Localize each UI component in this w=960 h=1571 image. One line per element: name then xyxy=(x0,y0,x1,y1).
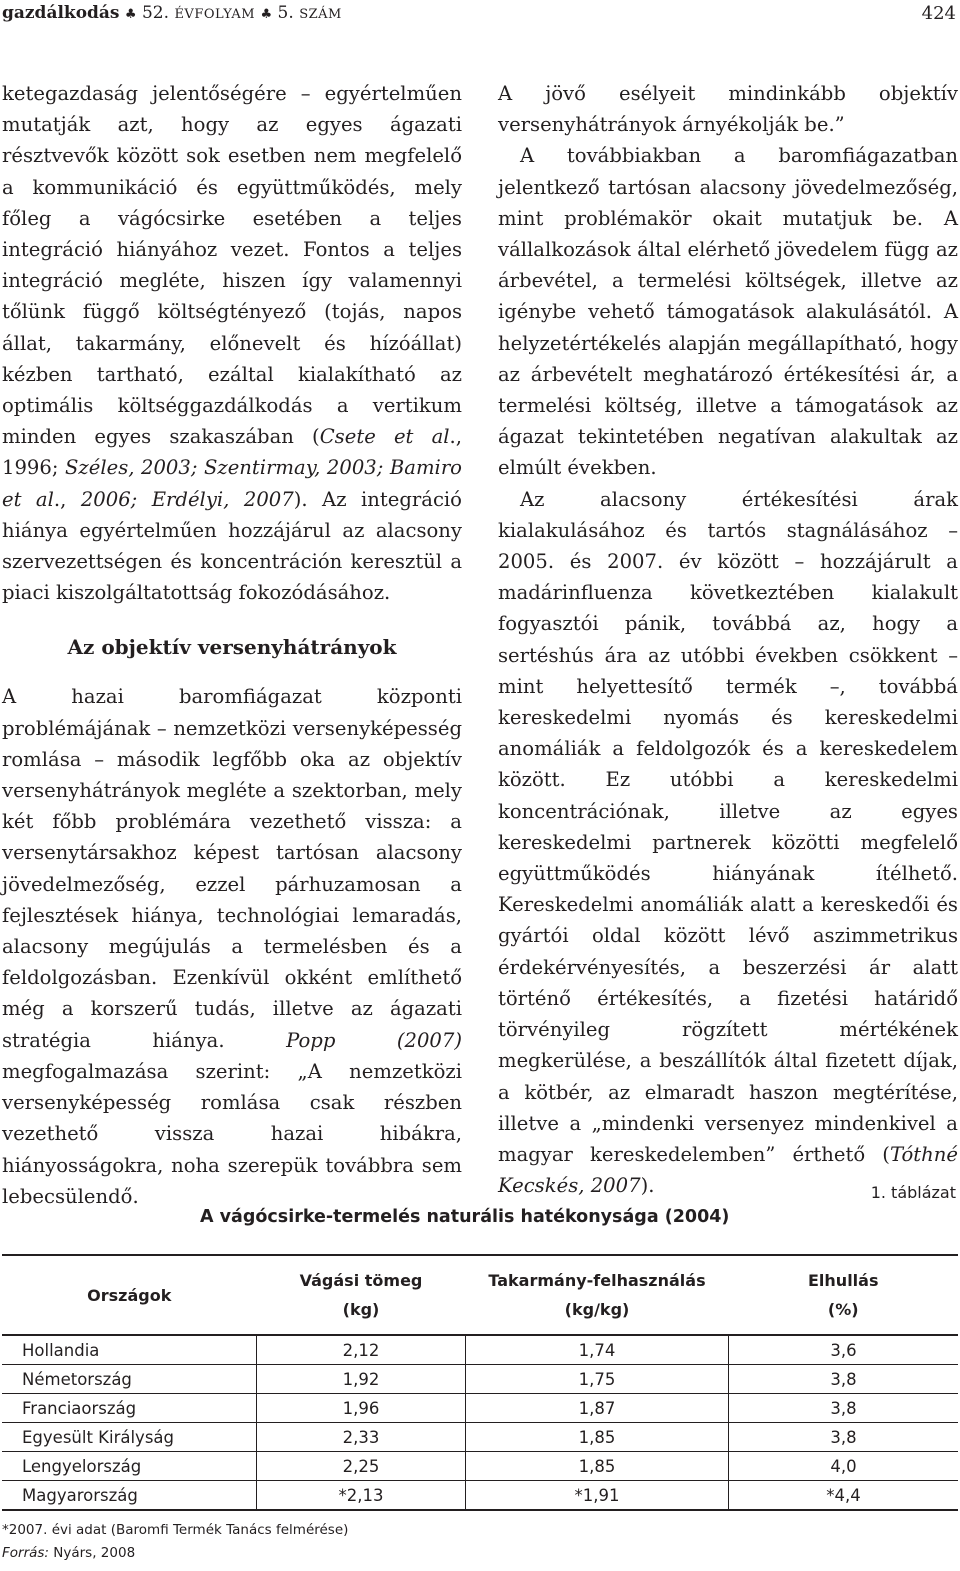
table-cell: *1,91 xyxy=(466,1481,729,1511)
paragraph-text: megfogalmazása szerint: „A nemzetközi versenyképesség romlása csak részben vezethető vissza hazai hibákra, hiányosságokra, noha szerepük továbbra sem lebecsülendő. xyxy=(2,1059,462,1208)
table-cell: 3,8 xyxy=(729,1365,959,1394)
table-row xyxy=(2,1335,958,1365)
paragraph: A továbbiakban a baromfiágazatban jelentkező tartósan alacsony jövedelmezőség, mint problémakör okait mutatjuk be. A vállalkozások által elérhető jövedelem függ az árbevétel, a termelési költségek, illetve az igénybe vehető támogatások alakulásától. A helyzetértékelés alapján megállapítható, hogy az árbevételt meghatározó értékesítési ár, a termelési költség, illetve a támogatások az ágazat tekintetében negatívan alakultak az elmúlt években. xyxy=(498,144,958,480)
column-header: Takarmány-felhasználás (kg/kg) xyxy=(466,1255,729,1335)
paragraph-text: ketegazdaság jelentőségére – egyértelműen mutatják azt, hogy az egyes ágazati résztvevők között sok esetben nem megfelelő a kommunikáció és együttműködés, mely főleg a vágócsirke esetében a teljes integráció hiányához vezet. Fontos a teljes integráció megléte, hiszen így valamennyi tőlünk függő költségtényező (tojás, napos állat, takarmány, előnevelt és hízóállat) kézben tartható, ezáltal kialakítható az optimális költséggazdálkodás a vertikum minden egyes szakaszában ( xyxy=(2,82,462,449)
citation: 2006; Erdélyi, 2007 xyxy=(80,487,294,511)
left-column xyxy=(2,78,462,1212)
table-cell: *4,4 xyxy=(729,1481,959,1511)
table-row xyxy=(2,1452,958,1481)
volume-label: ÉVFOLYAM xyxy=(174,7,256,22)
section-heading: Az objektív versenyhátrányok xyxy=(67,635,397,660)
page-number: 424 xyxy=(921,3,956,24)
data-table xyxy=(2,1254,958,1511)
table-cell: 3,8 xyxy=(729,1394,959,1423)
paragraph: A jövő esélyeit mindinkább objektív versenyhátrányok árnyékolják be.” xyxy=(498,82,958,137)
table-cell: 2,25 xyxy=(257,1452,466,1481)
table-cell: Hollandia xyxy=(2,1335,257,1365)
table-header-row xyxy=(2,1255,958,1335)
table-cell: 1,74 xyxy=(466,1335,729,1365)
column-header: Elhullás (%) xyxy=(729,1255,959,1335)
table-row xyxy=(2,1394,958,1423)
table-cell: Lengyelország xyxy=(2,1452,257,1481)
paragraph-text: ). xyxy=(640,1174,655,1198)
table-title: A vágócsirke-termelés naturális hatékonysága (2004) xyxy=(200,1207,730,1227)
table-cell: Németország xyxy=(2,1365,257,1394)
table-cell: 3,8 xyxy=(729,1423,959,1452)
paragraph xyxy=(498,484,958,1202)
club-icon: ♣ xyxy=(124,7,137,22)
paragraph-text: Az alacsony értékesítési árak kialakulásához és tartós stagnálásához – 2005. és 2007. év között – hozzájárult a madárinfluenza következtében kialakult fogyasztói pánik, továbbá az, hogy a sertéshús ára az utóbbi években csökkent – mint helyettesítő termék –, továbbá kereskedelmi nyomás és kereskedelmi anomáliák a feldolgozók és a kereskedelem között. Ez utóbbi a kereskedelmi koncentrációnak, illetve az egyes kereskedelmi partnerek közötti megfelelő együttműködés hiányának ítélhető. Kereskedelmi anomáliák alatt a kereskedői és gyártói oldal között lévő aszimmetrikus érdekérvényesítés, a beszerzési ár alatt történő értékesítés, a fizetési határidő törvényileg rögzített mértékének megkerülése, a beszállítók által fizetett díjak, a kötbér, az elmaradt haszon megtérítése, illetve a „mindenki versenyez mindenkivel a magyar kereskedelemben” érthető ( xyxy=(498,487,958,1166)
column-header: Országok xyxy=(2,1255,257,1335)
right-column xyxy=(498,78,958,1201)
table-cell: 1,75 xyxy=(466,1365,729,1394)
table-cell: 1,92 xyxy=(257,1365,466,1394)
column-header: Vágási tömeg (kg) xyxy=(257,1255,466,1335)
journal-info xyxy=(2,3,342,23)
paragraph-text: ., xyxy=(53,487,81,511)
citation: Széles, 2003; Szentirmay, 2003; Bamiro et al xyxy=(2,456,462,511)
club-icon: ♣ xyxy=(260,7,273,22)
citation: Tóthné Kecskés, 2007 xyxy=(498,1142,958,1198)
issue-label: SZÁM xyxy=(299,7,342,22)
page-header xyxy=(0,0,960,30)
table-row xyxy=(2,1365,958,1394)
table-cell: Magyarország xyxy=(2,1481,257,1511)
paragraph-text: ). Az integráció hiánya egyértelműen hozzájárul az alacsony szervezettségen és koncentráción keresztül a piaci kiszolgáltatottság fokozódásához. xyxy=(2,487,462,605)
table-cell: 1,96 xyxy=(257,1394,466,1423)
source-text: Nyárs, 2008 xyxy=(48,1545,136,1561)
paragraph-text: A hazai baromfiágazat központi problémájának – nemzetközi versenyképesség romlása – második legfőbb oka az objektív versenyhátrányok megléte a szektorban, mely két főbb problémára vezethető vissza: a versenytársakhoz képest tartósan alacsony jövedelmezőség, ezzel párhuzamosan a fejlesztések hiánya, technológiai lemaradás, alacsony megújulás a termelésben és a feldolgozásban. Ezenkívül okként említhető még a korszerű tudás, illetve az ágazati stratégia hiánya. xyxy=(2,685,462,1052)
table-cell: 1,85 xyxy=(466,1452,729,1481)
citation: Popp (2007) xyxy=(286,1028,463,1052)
table-cell: 3,6 xyxy=(729,1335,959,1365)
table-cell: 4,0 xyxy=(729,1452,959,1481)
table-source xyxy=(2,1545,135,1561)
table-cell: 1,85 xyxy=(466,1423,729,1452)
volume-number: 52. xyxy=(141,3,170,23)
paragraph xyxy=(2,681,462,1211)
paragraph xyxy=(2,78,462,608)
table-row xyxy=(2,1481,958,1511)
table-cell: *2,13 xyxy=(257,1481,466,1511)
paragraph-text: ., 1996; xyxy=(2,425,462,480)
citation: Csete et al xyxy=(319,425,450,449)
table-cell: 1,87 xyxy=(466,1394,729,1423)
table-cell: 2,33 xyxy=(257,1423,466,1452)
source-label: Forrás: xyxy=(2,1545,49,1561)
table-cell: Egyesült Királyság xyxy=(2,1423,257,1452)
table-cell: 2,12 xyxy=(257,1335,466,1365)
issue-number: 5. xyxy=(277,3,294,23)
table-cell: Franciaország xyxy=(2,1394,257,1423)
table-number: 1. táblázat xyxy=(870,1183,956,1202)
journal-name: gazdálkodás xyxy=(2,3,120,23)
table-footnote: *2007. évi adat (Baromfi Termék Tanács felmérése) xyxy=(2,1522,349,1538)
table-row xyxy=(2,1423,958,1452)
